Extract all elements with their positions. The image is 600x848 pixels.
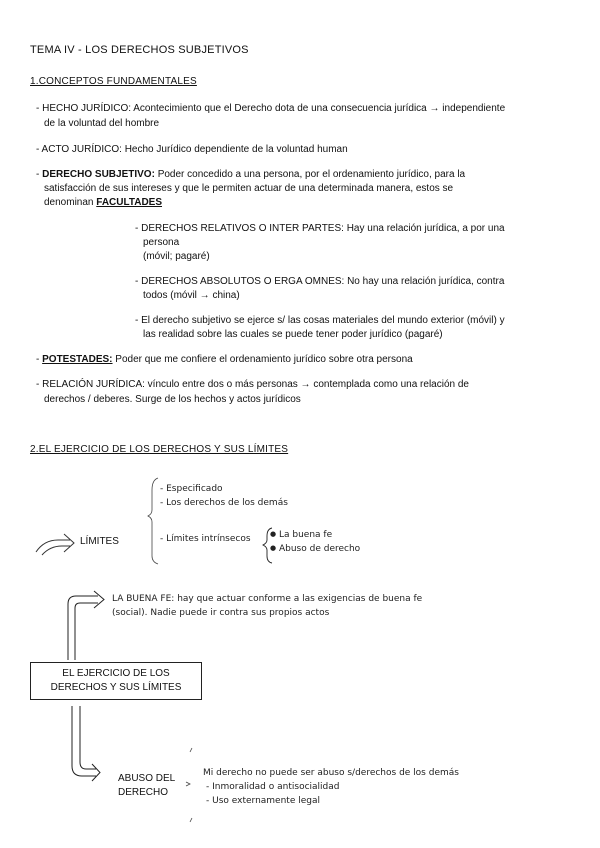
abuso-arrow-icon bbox=[72, 706, 100, 781]
derecho-subjetivo-rest: Poder concedido a una persona, por el ordenamiento jurídico, para la bbox=[154, 169, 466, 180]
hecho-juridico-line2: de la voluntad del hombre bbox=[44, 118, 160, 129]
relacion-line2: derechos / deberes. Surge de los hechos y actos jurídicos bbox=[44, 394, 301, 405]
bullet-icon: ● bbox=[270, 530, 277, 538]
potestades-dash: - bbox=[36, 354, 40, 365]
bullet-icon: ● bbox=[270, 544, 277, 552]
relativos-line1: - DERECHOS RELATIVOS O INTER PARTES: Hay una relación jurídica, a por una bbox=[135, 223, 505, 234]
relativos-line2: persona bbox=[143, 237, 180, 248]
limites-brace bbox=[148, 478, 158, 564]
abuso-desc-line1: Mi derecho no puede ser abuso s/derechos de los demás bbox=[203, 768, 459, 778]
potestades-rest: Poder que me confiere el ordenamiento jurídico sobre otra persona bbox=[112, 354, 413, 365]
limite-derechos-demas: - Los derechos de los demás bbox=[160, 498, 288, 508]
section-heading-2: 2.EL EJERCICIO DE LOS DERECHOS Y SUS LÍMITES bbox=[30, 444, 289, 455]
hecho-juridico-line1: - HECHO JURÍDICO: Acontecimiento que el Derecho dota de una consecuencia jurídica → independiente bbox=[36, 103, 506, 114]
buena-fe-line2: (social). Nadie puede ir contra sus propios actos bbox=[112, 608, 330, 618]
intrinseco-abuso-label: Abuso de derecho bbox=[278, 544, 361, 554]
document-title: TEMA IV - LOS DERECHOS SUBJETIVOS bbox=[30, 44, 249, 56]
intrinseco-buena-fe-label: La buena fe bbox=[278, 530, 333, 540]
abuso-label-line2: DERECHO bbox=[118, 787, 169, 798]
ejercicio-box-line1: EL EJERCICIO DE LOS bbox=[62, 668, 170, 679]
facultades-prefix: denominan bbox=[44, 197, 97, 208]
derecho-subjetivo-term: DERECHO SUBJETIVO: bbox=[42, 169, 155, 180]
acto-juridico: - ACTO JURÍDICO: Hecho Jurídico dependiente de la voluntad human bbox=[36, 144, 348, 155]
relacion-line1: - RELACIÓN JURÍDICA: vínculo entre dos o más personas → contemplada como una relación de bbox=[36, 379, 469, 390]
abuso-brace bbox=[186, 748, 192, 822]
facultades-term: FACULTADES bbox=[96, 197, 163, 208]
section-heading-1: 1.CONCEPTOS FUNDAMENTALES bbox=[30, 76, 197, 87]
limites-label: LÍMITES bbox=[80, 536, 119, 547]
buena-fe-arrow-icon bbox=[68, 591, 104, 660]
potestades-term: POTESTADES: bbox=[42, 354, 113, 365]
intrinseco-abuso bbox=[270, 541, 360, 556]
intrinseco-buena-fe bbox=[270, 527, 332, 542]
ejercicio-box bbox=[30, 662, 202, 700]
relativos-line3: (móvil; pagaré) bbox=[143, 251, 210, 262]
derecho-dash: - bbox=[36, 169, 40, 180]
buena-fe-line1: LA BUENA FE: hay que actuar conforme a las exigencias de buena fe bbox=[112, 594, 423, 604]
ejerce-line1: - El derecho subjetivo se ejerce s/ las cosas materiales del mundo exterior (móvil) y bbox=[135, 315, 505, 326]
abuso-desc-line3: - Uso externamente legal bbox=[206, 796, 320, 806]
derecho-subjetivo-line2: satisfacción de sus intereses y que le permiten actuar de una determinada manera, estos se bbox=[44, 183, 454, 194]
limites-intrinsecos-label: - Límites intrínsecos bbox=[160, 534, 251, 544]
limite-especificado: - Especificado bbox=[160, 484, 223, 494]
absolutos-line2: todos (móvil → china) bbox=[143, 290, 240, 301]
abuso-desc-line2: - Inmoralidad o antisocialidad bbox=[206, 782, 340, 792]
ejerce-line2: las realidad sobre las cuales se puede tener poder jurídico (pagaré) bbox=[143, 329, 443, 340]
absolutos-line1: - DERECHOS ABSOLUTOS O ERGA OMNES: No hay una relación jurídica, contra bbox=[135, 276, 505, 287]
abuso-label-line1: ABUSO DEL bbox=[118, 773, 176, 784]
limites-arrow-icon bbox=[36, 534, 74, 555]
ejercicio-box-line2: DERECHOS Y SUS LÍMITES bbox=[50, 682, 182, 693]
